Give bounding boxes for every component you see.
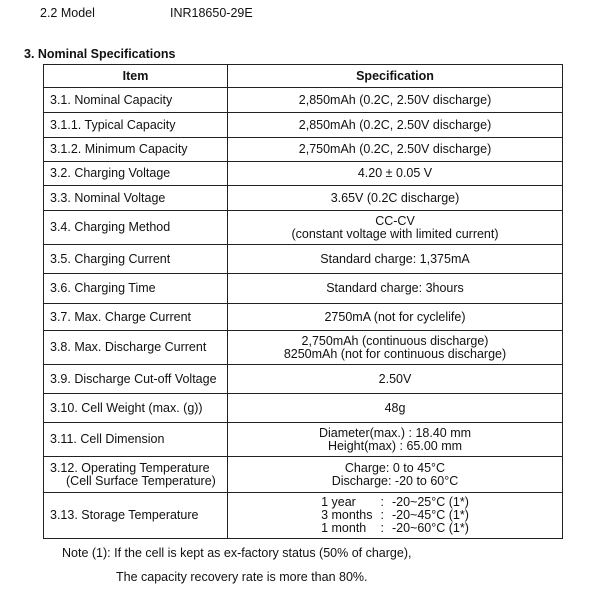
note-line-2: The capacity recovery rate is more than 80%. (116, 570, 368, 584)
item-cell (44, 493, 228, 539)
table-row (44, 245, 563, 274)
item-cell (44, 245, 228, 274)
item-text: 3.10. Cell Weight (max. (g)) (50, 400, 203, 415)
header-item: Item (44, 65, 228, 88)
specification-cell (228, 457, 563, 493)
storage-temperature-list (321, 496, 469, 535)
item-cell (44, 162, 228, 186)
table-row (44, 394, 563, 423)
specification-cell (228, 186, 563, 211)
header-specification: Specification (228, 65, 563, 88)
storage-sep: : (380, 508, 384, 522)
specification-text: CC-CV (375, 213, 415, 228)
specification-cell (228, 365, 563, 394)
item-cell (44, 457, 228, 493)
table-row (44, 138, 563, 162)
specification-text: Diameter(max.) : 18.40 mm (318, 425, 472, 440)
item-cell (44, 211, 228, 245)
storage-period: 1 year (321, 495, 356, 509)
specifications-table (43, 64, 563, 539)
table-row (44, 423, 563, 457)
item-cell (44, 331, 228, 365)
item-text: 3.12. Operating Temperature (50, 460, 210, 475)
specification-text: (constant voltage with limited current) (291, 226, 499, 241)
table-header-row (44, 65, 563, 88)
specification-cell (228, 274, 563, 304)
specification-cell (228, 394, 563, 423)
specification-cell (228, 423, 563, 457)
item-text: 3.1.1. Typical Capacity (50, 117, 176, 132)
specification-cell (228, 138, 563, 162)
table-row (44, 211, 563, 245)
specification-text: Height(max) : 65.00 mm (327, 438, 463, 453)
specification-text: 4.20 ± 0.05 V (357, 166, 433, 180)
item-text: 3.8. Max. Discharge Current (50, 340, 207, 354)
specification-text: 48g (384, 400, 406, 415)
item-cell (44, 423, 228, 457)
table-row-storage (44, 493, 563, 539)
specification-text: 3.65V (0.2C discharge) (330, 190, 460, 205)
storage-range: -20~45°C (1*) (391, 508, 469, 522)
item-text: 3.5. Charging Current (50, 251, 171, 266)
table-row (44, 162, 563, 186)
specification-cell (228, 162, 563, 186)
specification-text: Discharge: -20 to 60°C (331, 473, 459, 488)
specification-cell (228, 211, 563, 245)
specification-cell (228, 245, 563, 274)
table-row (44, 186, 563, 211)
item-text: 3.2. Charging Voltage (50, 166, 171, 180)
item-cell (44, 113, 228, 138)
item-cell (44, 186, 228, 211)
item-cell (44, 365, 228, 394)
item-cell (44, 274, 228, 304)
section-heading: 3. Nominal Specifications (24, 47, 176, 61)
item-cell (44, 394, 228, 423)
storage-range: -20~60°C (1*) (391, 521, 469, 535)
storage-sep: : (380, 495, 384, 509)
item-cell (44, 304, 228, 331)
item-text: 3.1. Nominal Capacity (50, 92, 173, 107)
storage-period: 3 months (321, 508, 373, 522)
storage-period: 1 month (321, 521, 367, 535)
specification-cell (228, 88, 563, 113)
table-row (44, 365, 563, 394)
table-row (44, 113, 563, 138)
storage-range: -20~25°C (1*) (391, 495, 469, 509)
specification-text: 2,850mAh (0.2C, 2.50V discharge) (298, 92, 492, 107)
specification-text: 2,750mAh (0.2C, 2.50V discharge) (298, 142, 492, 156)
item-text: (Cell Surface Temperature) (66, 473, 216, 488)
specification-text: 2.50V (378, 371, 412, 386)
table-row (44, 457, 563, 493)
table-row (44, 304, 563, 331)
item-text: 3.3. Nominal Voltage (50, 190, 166, 205)
table-body (44, 88, 563, 539)
item-text: 3.4. Charging Method (50, 220, 171, 234)
model-label: 2.2 Model (40, 6, 95, 20)
specification-text: Charge: 0 to 45°C (344, 460, 446, 475)
specification-text: Standard charge: 3hours (326, 281, 464, 295)
specification-text: 2750mA (not for cyclelife) (324, 309, 466, 324)
storage-sep: : (380, 521, 384, 535)
specification-cell (228, 113, 563, 138)
table-row (44, 274, 563, 304)
table-row (44, 331, 563, 365)
note-line-1: Note (1): If the cell is kept as ex-factory status (50% of charge), (62, 546, 412, 560)
specification-text: 8250mAh (not for continuous discharge) (283, 346, 507, 361)
table-row (44, 88, 563, 113)
specification-text: 2,750mAh (continuous discharge) (301, 333, 489, 348)
specification-text: 2,850mAh (0.2C, 2.50V discharge) (298, 117, 492, 132)
specification-text: Standard charge: 1,375mA (320, 251, 470, 266)
item-text: 3.7. Max. Charge Current (50, 309, 192, 324)
specification-cell (228, 331, 563, 365)
item-text: 3.1.2. Minimum Capacity (50, 142, 188, 156)
item-text: 3.9. Discharge Cut-off Voltage (50, 371, 217, 386)
specification-cell (228, 493, 563, 539)
model-value: INR18650-29E (170, 6, 253, 20)
item-text: 3.11. Cell Dimension (50, 432, 165, 446)
item-text: 3.6. Charging Time (50, 281, 156, 295)
specification-cell (228, 304, 563, 331)
item-cell (44, 88, 228, 113)
item-text: 3.13. Storage Temperature (50, 508, 199, 522)
item-cell (44, 138, 228, 162)
